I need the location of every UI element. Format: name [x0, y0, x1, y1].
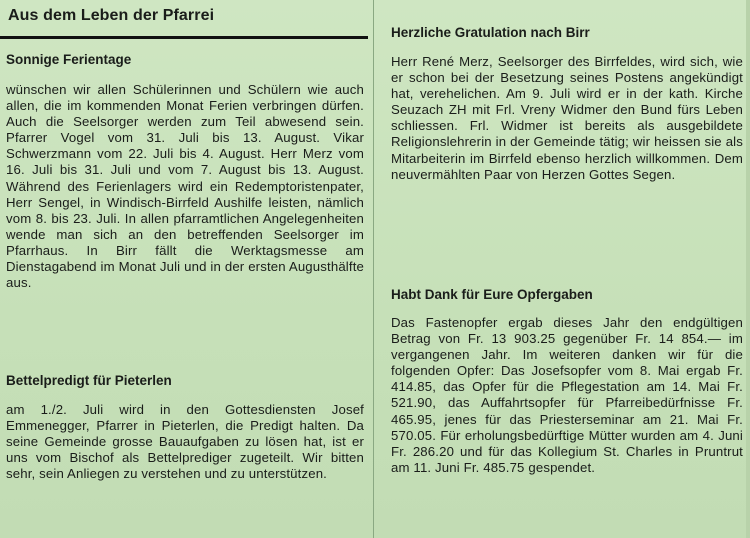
masthead: [0, 0, 368, 39]
section-gratulation: [391, 24, 743, 183]
section-body: am 1./2. Juli wird in den Gottesdiensten Josef Emmenegger, Pfarrer in Pieterlen, die Predigt halten. Da seine Gemeinde grosse Bauaufgaben zu lösen hat, ist er uns vom Bischof als Bettelprediger zugeteilt. Wir bitten sehr, sein Anliegen zu verstehen und zu unterstützen.: [6, 402, 364, 482]
scan-edge: [746, 0, 750, 538]
column-divider: [373, 0, 374, 538]
section-body: Herr René Merz, Seelsorger des Birrfeldes, wird sich, wie er schon bei der Besetzung seines Postens angekündigt hat, verehelichen. Am 9. Juli wird er in der kath. Kirche Seuzach ZH mit Frl. Vreny Widmer den Bund fürs Leben schliessen. Frl. Widmer ist bereits als ausgebildete Religionslehrerin in der Gemeinde tätig; wir heissen sie als Mitarbeiterin im Birrfeld ebenso herzlich willkommen. Dem neuvermählten Paar von Herzen Gottes Segen.: [391, 54, 743, 182]
section-bettelpredigt: [6, 372, 364, 482]
section-heading: Habt Dank für Eure Opfergaben: [391, 287, 593, 302]
page-title: Aus dem Leben der Pfarrei: [8, 7, 215, 24]
section-heading: Sonnige Ferientage: [6, 52, 132, 67]
section-ferientage: [6, 51, 364, 291]
section-heading: Bettelpredigt für Pieterlen: [6, 373, 172, 388]
section-body: wünschen wir allen Schülerinnen und Schülern wie auch allen, die im kommenden Monat Ferien verbringen dürfen. Auch die Seelsorger werden zum Teil abwesend sein. Pfarrer Vogel vom 31. Juli bis 13. August. Vikar Schwerzmann vom 22. Juli bis 4. August. Herr Merz vom 16. Juli bis 31. Juli und vom 7. August bis 13. August. Während des Ferienlagers wird ein Redemptoristenpater, Herr Sengel, in Windisch-Birrfeld Aushilfe leisten, nämlich vom 8. bis 23. Juli. In allen pfarramtlichen Angelegenheiten wende man sich an den betreffenden Seelsorger im Pfarrhaus. In Birr fällt die Werktagsmesse am Dienstagabend im Monat Juli und in der ersten Augusthälfte aus.: [6, 82, 364, 291]
section-heading: Herzliche Gratulation nach Birr: [391, 25, 590, 40]
section-body: Das Fastenopfer ergab dieses Jahr den endgültigen Betrag von Fr. 13 903.25 gegenüber Fr. 14 854.— im vergangenen Jahr. Im weiteren danken wir für die folgenden Opfer: Das Josefsopfer vom 8. Mai ergab Fr. 414.85, das Opfer für die Pflegestation am 14. Mai Fr. 521.90, das Auffahrtsopfer für Pfarreibedürfnisse Fr. 465.95, jenes für das Priesterseminar am 21. Mai Fr. 570.05. Für erholungsbedürftige Mütter wurden am 4. Juni Fr. 286.20 und für das Kollegium St. Charles in Pruntrut am 11. Juni Fr. 485.75 gespendet.: [391, 315, 743, 475]
section-opfergaben: [391, 286, 743, 476]
